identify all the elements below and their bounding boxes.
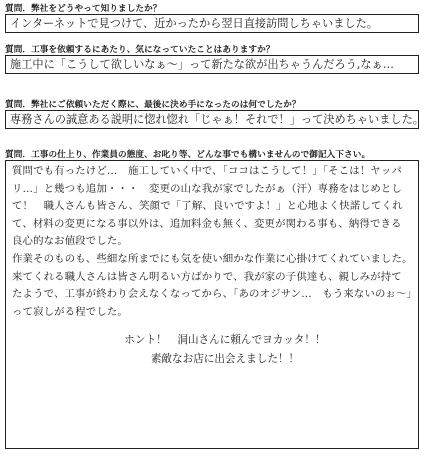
answer-4-paragraph-2: 作業そのものも、些細な所までにも気を使い細かな作業に心掛けてくれていました。 来てくれる職人さんは皆さん明るい方ばかりで、我が家の子供達も、親しみが持てたようで、工事が終わり会えなくなってから、「あのオジサン… もう来ないのぉ～」って寂しがる程でした。 <box>12 252 418 318</box>
closing-line-1: ホント！ 洞山さんに頼んでヨカッタ！！ <box>124 334 326 347</box>
closing-message <box>12 331 412 369</box>
answer-1: インターネットで見つけて、近かったから翌日直接訪問しちゃいました。 <box>5 14 419 33</box>
answer-3: 専務さんの誠意ある説明に惚れ惚れ「じゃぁ！それで！」って決めちゃいました。 <box>5 110 419 129</box>
question-4: 質問．工事の仕上り、作業員の態度、お叱り等、どんな事でも構いませんので御記入下さい。 <box>5 150 371 160</box>
answer-4 <box>5 160 419 449</box>
question-3: 質問．弊社にご依頼いただく際に、最後に決め手になったのは何でしたか？ <box>5 100 301 110</box>
answer-2: 施工中に「こうして欲しいなぁ～」って新たな欲が出ちゃうんだろう,なぁ… <box>5 55 419 74</box>
answer-4-paragraph-1: 質問でも有ったけど… 施工していく中で、「ココはこうして！」「そこは！ヤッパリ…」と幾つも追加・・・ 変更の山な我が家でしたがぁ（汗）専務をはじめとして！ 職人さんも皆さん、笑顔で「了解、良いですよ！」と心地よく快諾してくれて、材料の変更になる事以外は、追加料金も無く、変更が関わる事も、納得できる良心的なお値段でした。 <box>12 165 403 248</box>
question-1: 質問．弊社をどうやって知りましたか？ <box>5 4 162 14</box>
closing-line-2: 素敵なお店に出会えました！！ <box>150 353 300 366</box>
question-2: 質問．工事を依頼するにあたり、気になっていたことはありますか？ <box>5 45 275 55</box>
